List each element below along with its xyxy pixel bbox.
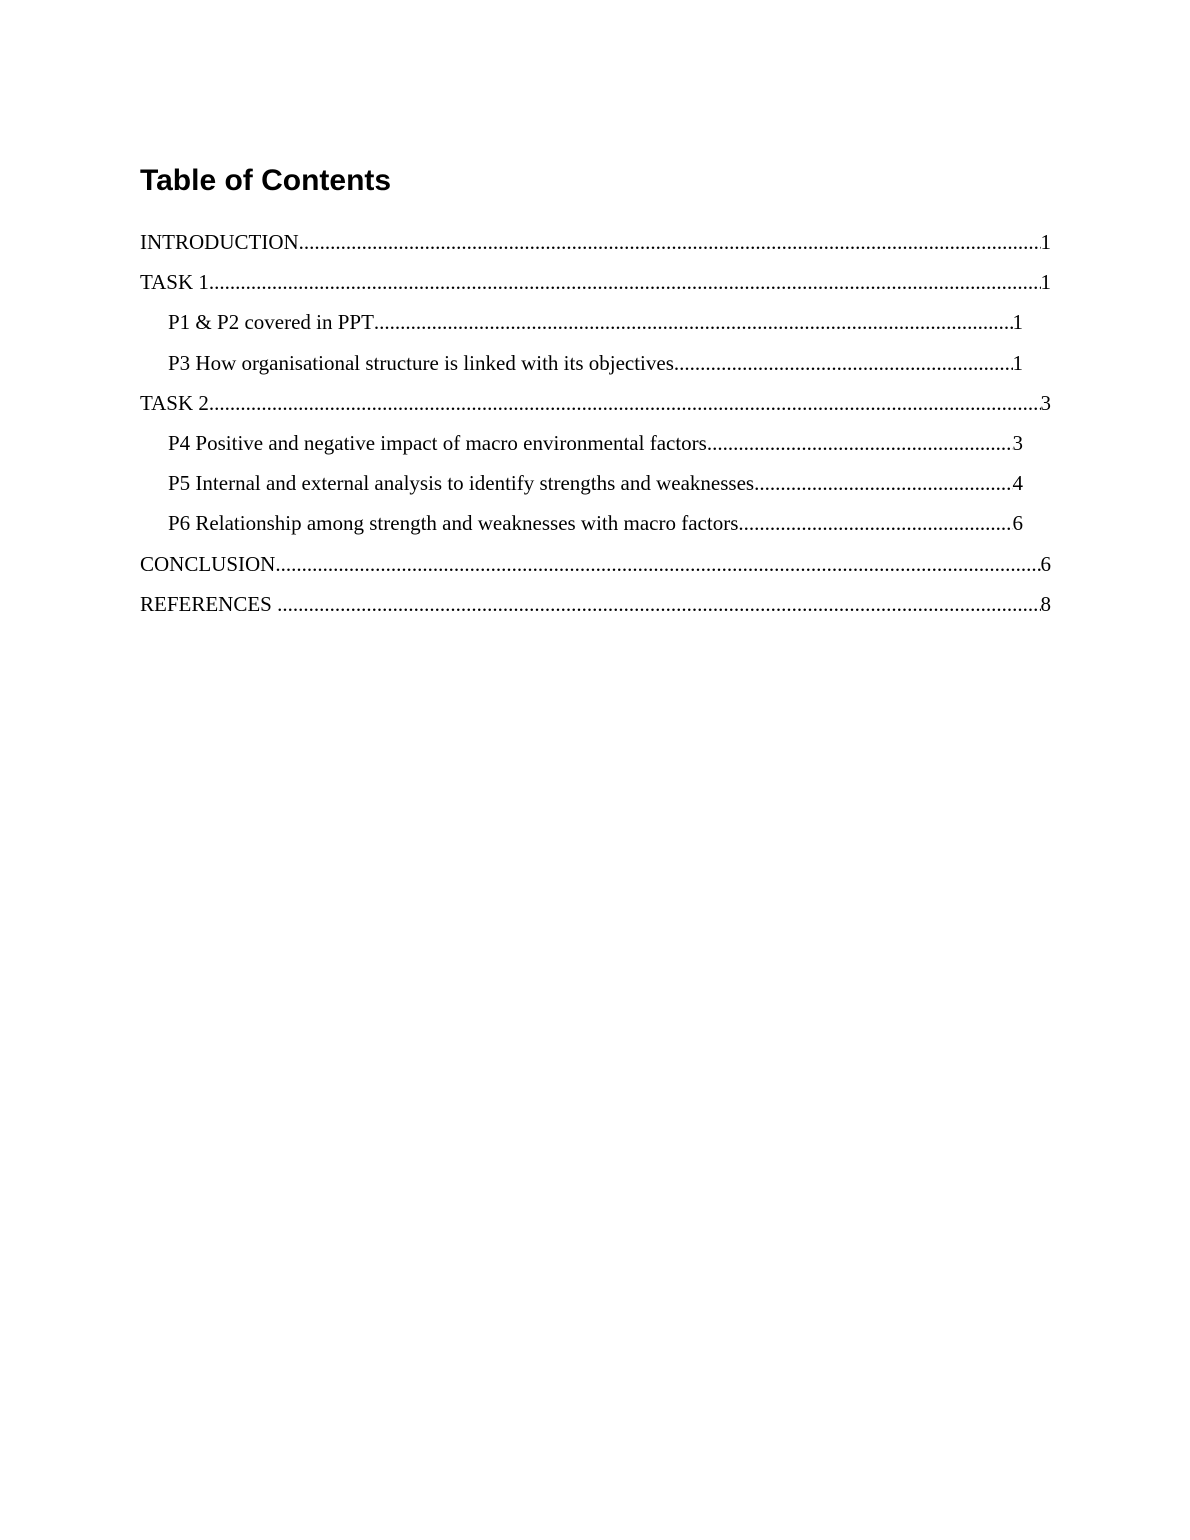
dot-leader bbox=[707, 427, 1013, 460]
toc-entry-p3[interactable] bbox=[140, 347, 1051, 387]
toc-entry-page-number: 6 bbox=[1012, 511, 1023, 536]
toc-entry-p4[interactable] bbox=[140, 427, 1051, 467]
toc-entry-p5[interactable] bbox=[140, 467, 1051, 507]
toc-entry-page-number: 4 bbox=[1012, 471, 1023, 496]
toc-entry-label: P5 Internal and external analysis to identify strengths and weaknesses bbox=[168, 471, 755, 496]
toc-entry-label: TASK 2 bbox=[140, 390, 209, 415]
toc-entry-task-2[interactable] bbox=[140, 387, 1051, 427]
toc-entry-page-number: 3 bbox=[1040, 390, 1051, 415]
toc-entry-label: REFERENCES bbox=[140, 591, 278, 616]
dot-leader bbox=[374, 306, 1013, 339]
toc-entry-p1-p2[interactable] bbox=[140, 306, 1051, 346]
toc-entry-introduction[interactable] bbox=[140, 226, 1051, 266]
dot-leader bbox=[738, 507, 1012, 540]
toc-entry-task-1[interactable] bbox=[140, 266, 1051, 306]
toc-title: Table of Contents bbox=[140, 164, 392, 197]
toc-entry-page-number: 1 bbox=[1012, 310, 1023, 335]
toc-entry-page-number: 8 bbox=[1040, 591, 1051, 616]
toc-entry-label: CONCLUSION bbox=[140, 551, 276, 576]
toc-entry-references[interactable] bbox=[140, 588, 1051, 628]
toc-entry-label: TASK 1 bbox=[140, 270, 209, 295]
toc-entry-label: INTRODUCTION bbox=[140, 230, 299, 254]
dot-leader bbox=[754, 467, 1012, 500]
toc-entry-page-number: 1 bbox=[1012, 350, 1023, 375]
dot-leader bbox=[674, 347, 1013, 380]
toc-entry-label: P3 How organisational structure is linked with its objectives bbox=[168, 350, 674, 375]
toc-entry-label: P4 Positive and negative impact of macro environmental factors bbox=[168, 430, 707, 455]
dot-leader bbox=[209, 266, 1041, 299]
toc-entry-label: P1 & P2 covered in PPT bbox=[168, 310, 374, 335]
dot-leader bbox=[277, 588, 1040, 621]
dot-leader bbox=[209, 387, 1041, 420]
toc-entry-page-number: 6 bbox=[1040, 551, 1051, 576]
toc-entry-page-number: 1 bbox=[1040, 270, 1051, 295]
toc-entry-conclusion[interactable] bbox=[140, 548, 1051, 588]
toc-entry-page-number: 3 bbox=[1012, 430, 1023, 455]
toc-entry-page-number: 1 bbox=[1040, 230, 1051, 254]
toc-list bbox=[140, 226, 1051, 628]
dot-leader bbox=[299, 226, 1041, 259]
dot-leader bbox=[275, 548, 1040, 581]
toc-entry-label: P6 Relationship among strength and weaknesses with macro factors bbox=[168, 511, 739, 536]
toc-entry-p6[interactable] bbox=[140, 507, 1051, 547]
